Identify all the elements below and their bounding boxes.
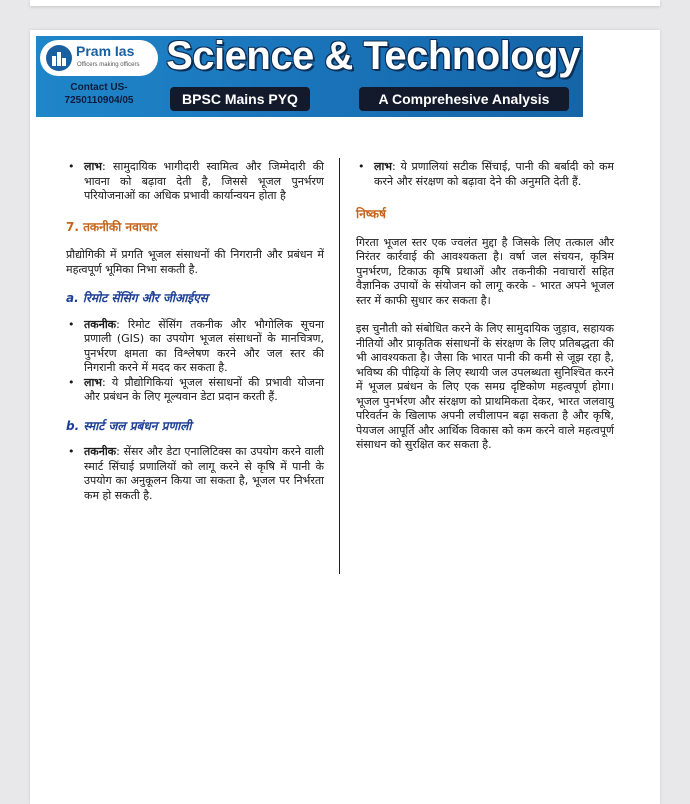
- left-column: [66, 160, 324, 503]
- logo-tagline: Officers making officers: [77, 62, 140, 68]
- bullet-text: : सेंसर और डेटा एनालिटिक्स का उपयोग करने वाली स्मार्ट सिंचाई प्रणालियों को लागू करने से कृषि में पानी के उपयोग का अनुकूलन किया जा सकता है, भूजल पर निर्भरता कम हो सकती है.: [84, 445, 324, 502]
- bullet-label: तकनीक: [84, 317, 117, 331]
- bullet-label: लाभ: [374, 160, 393, 173]
- bullet-label: तकनीक: [84, 445, 117, 458]
- list-item: [356, 160, 614, 189]
- list-item: [66, 376, 324, 405]
- contact-number: 7250110904/05: [64, 95, 134, 106]
- banner-title: Science & Technology: [166, 36, 580, 78]
- bullet-label: लाभ: [84, 375, 103, 389]
- column-divider: [339, 158, 340, 574]
- section-heading: 7. तकनीकी नवाचार: [66, 219, 158, 234]
- bullet-text: : ये प्रणालियां सटीक सिंचाई, पानी की बर्बादी को कम करने और संरक्षण को बढ़ावा देने की अनुमति देती हैं.: [374, 160, 614, 188]
- list-item: [66, 445, 324, 503]
- contact-label: Contact US-: [70, 82, 128, 93]
- header-banner: [36, 36, 583, 117]
- bullet-icon: •: [68, 160, 75, 173]
- analysis-pill: A Comprehesive Analysis: [359, 87, 569, 111]
- subsection-heading-a: a. रिमोट सेंसिंग और जीआईएस: [66, 291, 208, 305]
- subsection-a-bullets: [66, 318, 324, 405]
- conclusion-paragraph-2: इस चुनौती को संबोधित करने के लिए सामुदायिक जुड़ाव, सहायक नीतियों और प्राकृतिक संसाधनों के संरक्षण के लिए प्रतिबद्धता की भी आवश्यकता है। जैसा कि भारत पानी की कमी से जूझ रहा है, भविष्य की पीढ़ियों के लिए स्थायी जल उपलब्धता सुनिश्चित करने में भूजल प्रबंधन के लिए एक समग्र दृष्टिकोण महत्वपूर्ण होगा। भूजल पुनर्भरण और संरक्षण को प्राथमिकता देकर, भारत जलवायु परिवर्तन के खिलाफ अपनी लचीलापन बढ़ा सकता है और कृषि, पेयजल आपूर्ति और आर्थिक विकास को कम करने वाले महत्वपूर्ण संसाधन को सुरक्षित कर सकता है.: [356, 322, 614, 451]
- conclusion-heading: निष्कर्ष: [356, 207, 386, 221]
- contact-info: [40, 81, 158, 107]
- bullet-icon: •: [358, 160, 365, 173]
- right-column: [356, 160, 614, 453]
- logo: [40, 40, 158, 76]
- bullet-text: : ये प्रौद्योगिकियां भूजल संसाधनों की प्रभावी योजना और प्रबंधन के लिए मूल्यवान डेटा प्रदान करती हैं.: [84, 375, 324, 403]
- bullet-text: : सामुदायिक भागीदारी स्वामित्व और जिम्मेदारी की भावना को बढ़ावा देती है, जिससे भूजल पुनर्भरण परियोजनाओं का अधिक प्रभावी कार्यान्वयन होता है: [84, 160, 324, 202]
- previous-page-edge: [30, 0, 660, 6]
- list-item: [66, 318, 324, 376]
- subsection-heading-b: b. स्मार्ट जल प्रबंधन प्रणाली: [66, 418, 192, 433]
- logo-icon: [46, 45, 72, 71]
- bullet-icon: •: [68, 375, 75, 389]
- bullet-icon: •: [68, 445, 75, 458]
- bullet-icon: •: [68, 317, 75, 331]
- bullet-label: लाभ: [84, 160, 103, 173]
- right-bullets-top: [356, 160, 614, 189]
- conclusion-paragraph-1: गिरता भूजल स्तर एक ज्वलंत मुद्दा है जिसके लिए तत्काल और निरंतर कार्रवाई की आवश्यकता है। वर्षा जल संचयन, कृत्रिम पुनर्भरण, टिकाऊ कृषि प्रथाओं और तकनीकी नवाचारों सहित वैज्ञानिक उपायों के संयोजन को लागू करके - भारत अपने भूजल स्तर में काफी सुधार कर सकता है।: [356, 235, 614, 307]
- logo-name: Pram Ias: [76, 43, 135, 59]
- exam-pill: BPSC Mains PYQ: [170, 87, 310, 111]
- list-item: [66, 160, 324, 204]
- left-bullets-top: [66, 160, 324, 204]
- section-paragraph: प्रौद्योगिकी में प्रगति भूजल संसाधनों की निगरानी और प्रबंधन में महत्वपूर्ण भूमिका निभा सकती है.: [66, 248, 324, 276]
- subsection-b-bullets: [66, 445, 324, 503]
- bullet-text: : रिमोट सेंसिंग तकनीक और भौगोलिक सूचना प्रणाली (GIS) का उपयोग भूजल संसाधनों के मानचित्रण, पुनर्भरण क्षमता का विश्लेषण करने और जल स्तर की निगरानी करने में मदद कर सकता है.: [84, 317, 324, 374]
